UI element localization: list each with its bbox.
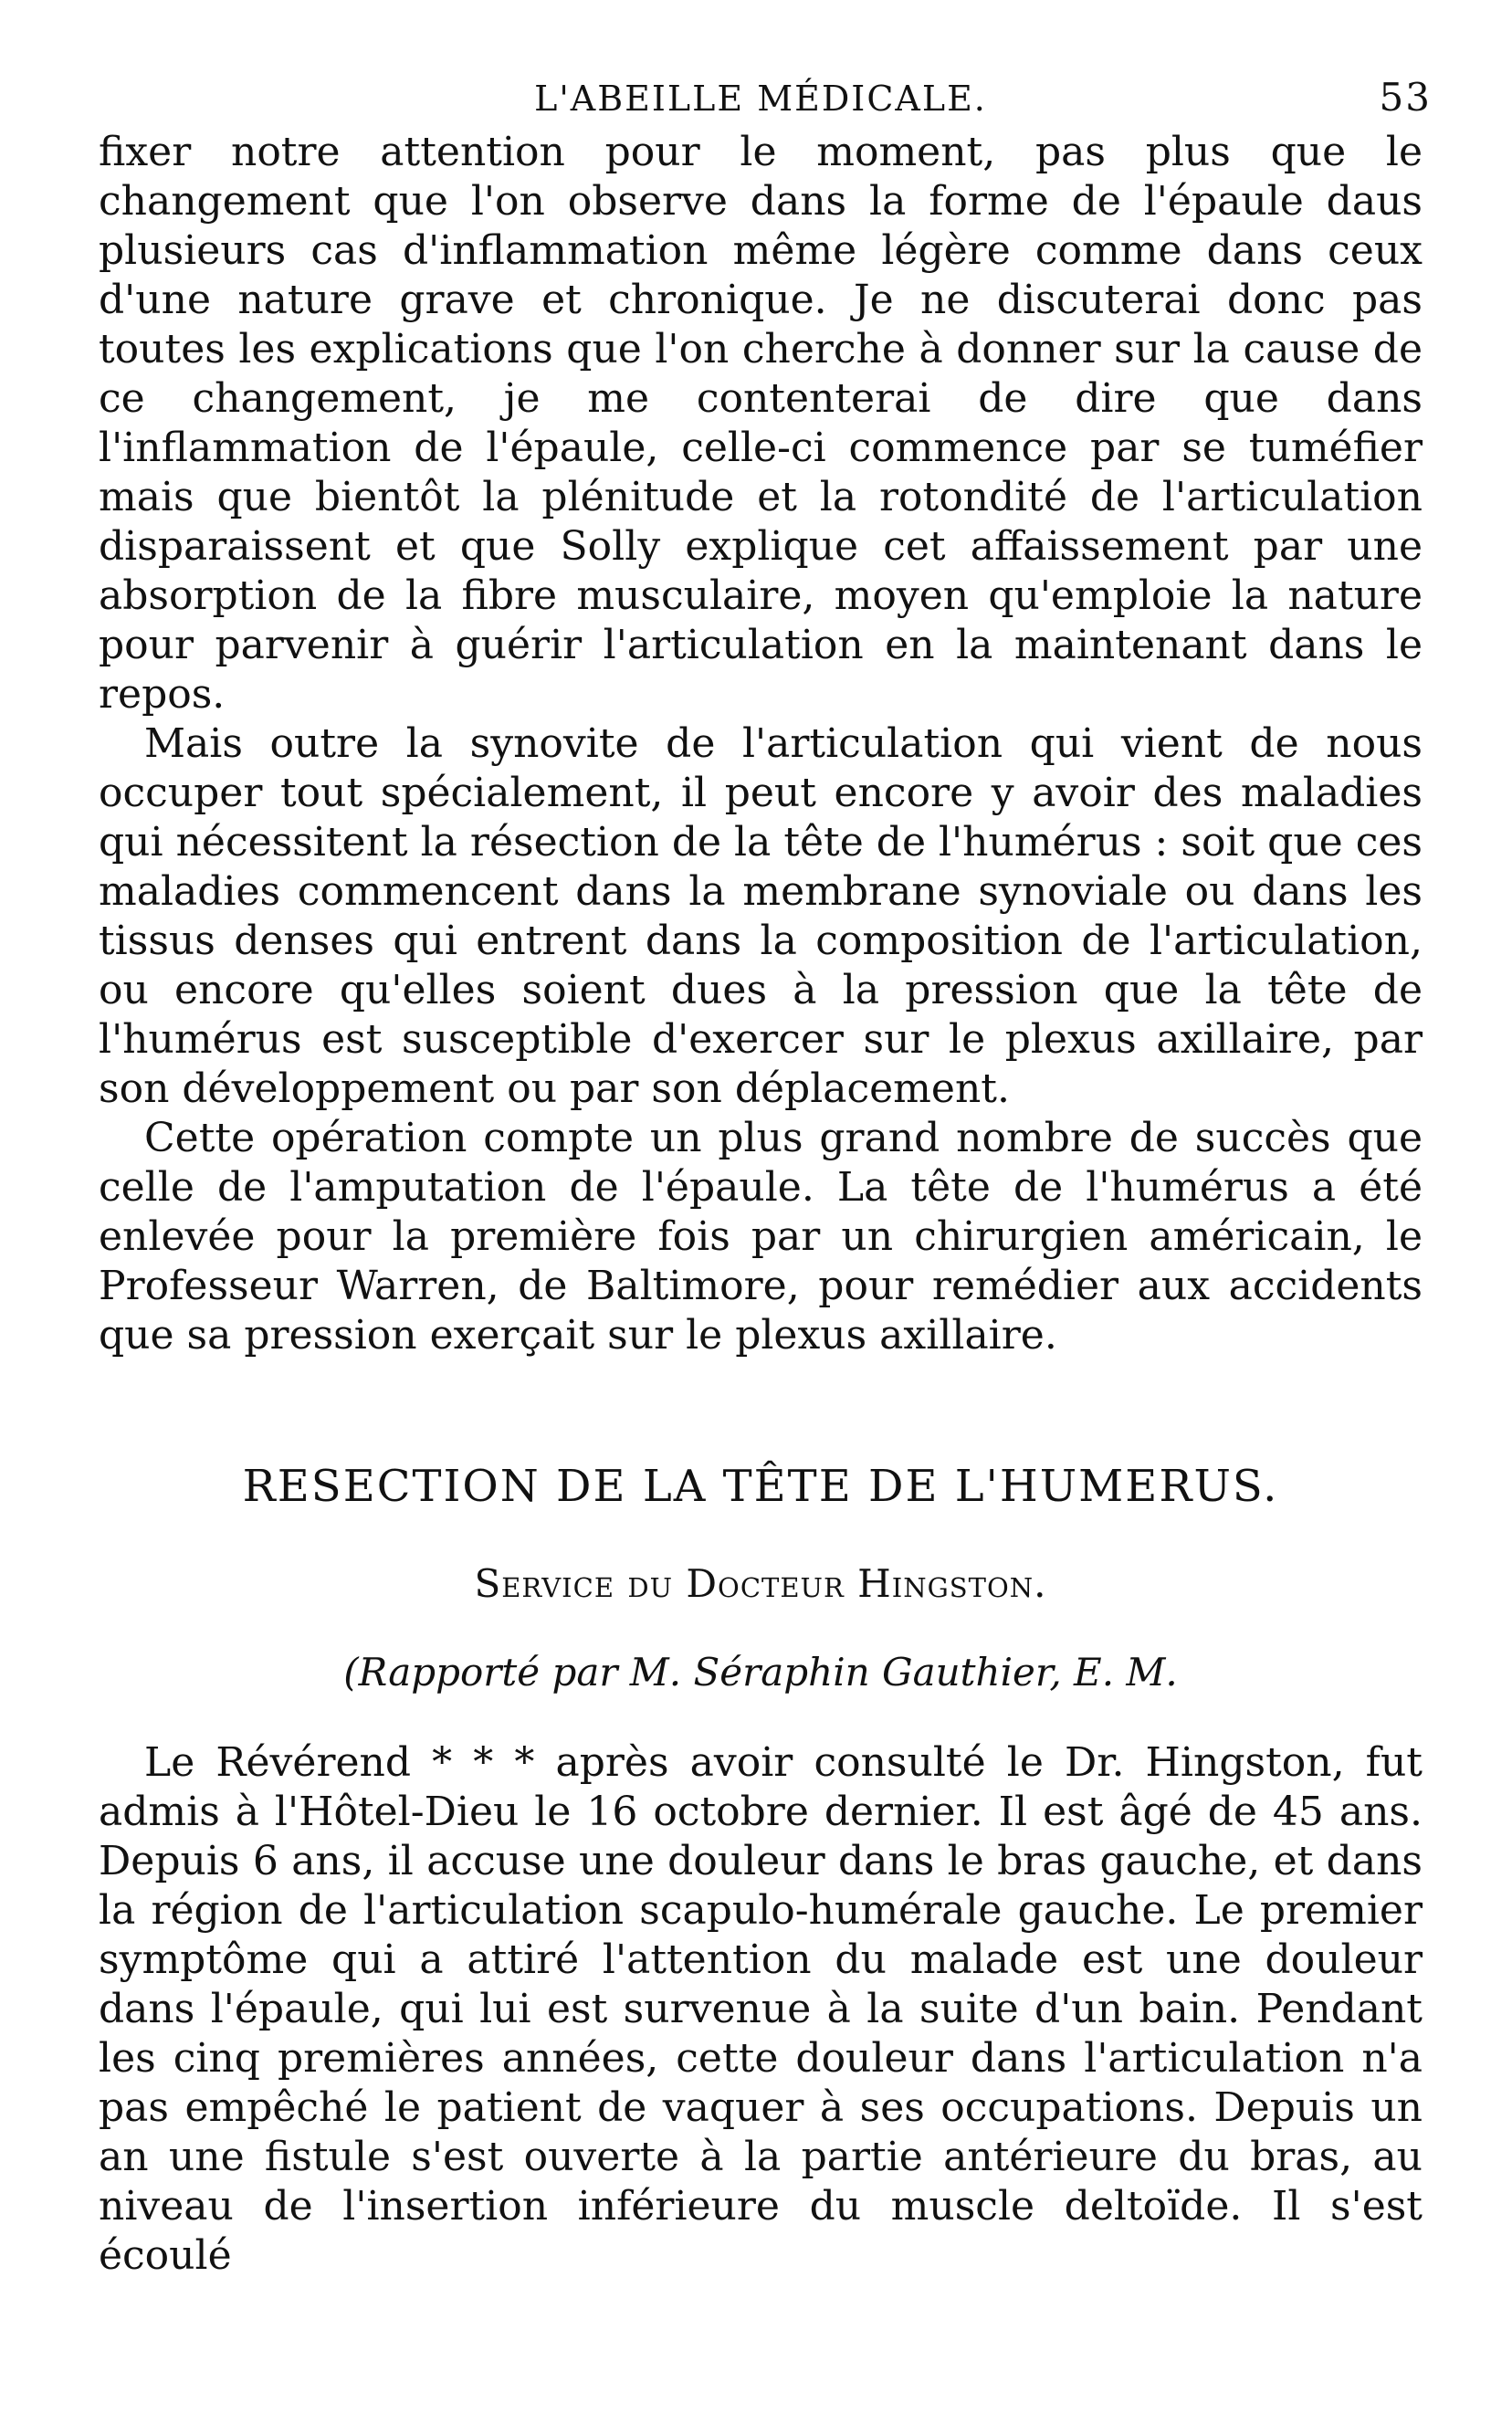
- paragraph: Mais outre la synovite de l'articulation qui vient de nous occuper tout spécialement, il peut encore y avoir des maladies qui nécessitent la résection de la tête de l'humérus : soit que ces maladies commencent dans la membrane synoviale ou dans les tissus denses qui entrent dans la composition de l'articulation, ou encore qu'elles soient dues à la pression que la tête de l'humérus est susceptible d'exercer sur le plexus axillaire, par son développement ou par son déplacement.: [99, 720, 1423, 1112]
- running-title: L'ABEILLE MÉDICALE.: [534, 79, 987, 119]
- reporter-line: (Rapporté par M. Séraphin Gauthier, E. M.: [343, 1650, 1178, 1695]
- running-head: [99, 55, 1432, 128]
- paragraph: Le Révérend * * * après avoir consulté le Dr. Hingston, fut admis à l'Hôtel-Dieu le 16 octobre dernier. Il est âgé de 45 ans. Depuis 6 ans, il accuse une douleur dans le bras gauche, et dans la région de l'articulation scapulo-humérale gauche. Le premier symptôme qui a attiré l'attention du malade est une douleur dans l'épaule, qui lui est survenue à la suite d'un bain. Pendant les cinq premières années, cette douleur dans l'articulation n'a pas empêché le patient de vaquer à ses occupations. Depuis un an une fistule s'est ouverte à la partie antérieure du bras, au niveau de l'insertion inférieure du muscle deltoïde. Il s'est écoulé: [99, 1739, 1423, 2279]
- case-text: [99, 1738, 1423, 2281]
- paragraph: fixer notre attention pour le moment, pas plus que le changement que l'on observe dans la forme de l'épaule daus plusieurs cas d'inflammation même légère comme dans ceux d'une nature grave et chronique. Je ne discuterai donc pas toutes les explications que l'on cherche à donner sur la cause de ce changement, je me contenterai de dire que dans l'inflammation de l'épaule, celle-ci commence par se tuméfier mais que bientôt la plénitude et la rotondité de l'articulation disparaissent et que Solly explique cet affaissement par une absorption de la fibre musculaire, moyen qu'emploie la nature pour parvenir à guérir l'articulation en la maintenant dans le repos.: [99, 129, 1423, 718]
- service-line: Service du Docteur Hingston.: [474, 1561, 1047, 1606]
- body-text: [99, 128, 1423, 1360]
- book-page: [99, 55, 1432, 2281]
- section-heading: RESECTION DE LA TÊTE DE L'HUMERUS.: [242, 1461, 1279, 1512]
- page-number: 53: [1379, 75, 1432, 120]
- paragraph: Cette opération compte un plus grand nombre de succès que celle de l'amputation de l'épaule. La tête de l'humérus a été enlevée pour la première fois par un chirurgien américain, le Professeur Warren, de Baltimore, pour remédier aux accidents que sa pression exerçait sur le plexus axillaire.: [99, 1115, 1423, 1359]
